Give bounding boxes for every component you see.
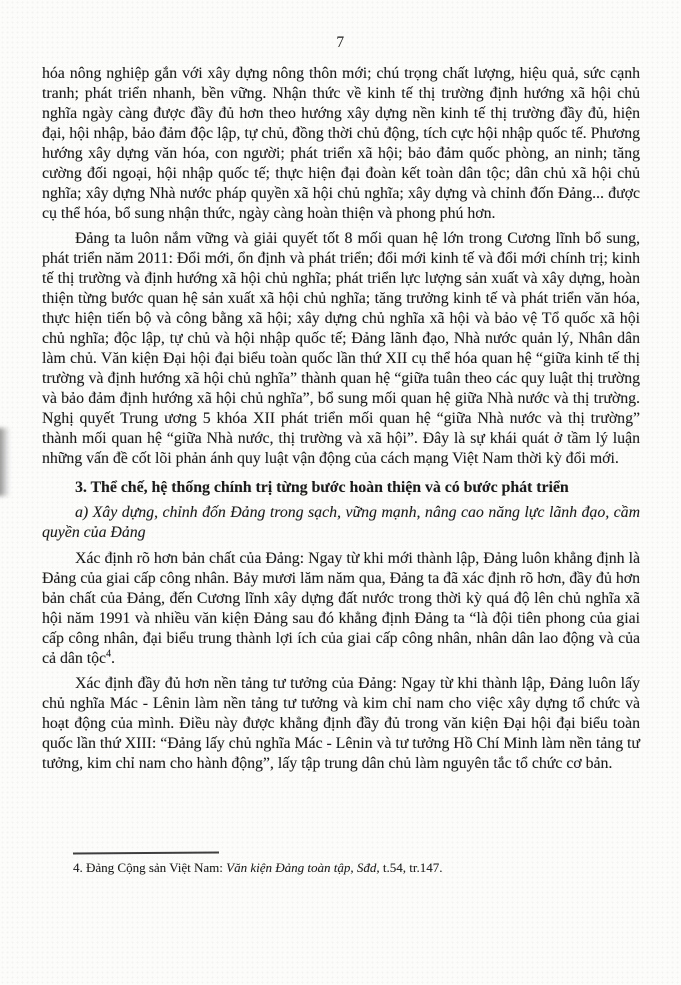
paragraph-party-nature [42, 549, 640, 669]
paragraph-ideological-foundation: Xác định đầy đủ hơn nền tảng tư tưởng của Đảng: Ngay từ khi thành lập, Đảng luôn lấy chủ nghĩa Mác - Lênin làm nền tảng tư tưởng và kim chỉ nam cho việc xây dựng tổ chức và hoạt động của mình. Điều này được khẳng định đầy đủ trong văn kiện Đại hội đại biểu toàn quốc lần thứ XIII: “Đảng lấy chủ nghĩa Mác - Lênin và tư tưởng Hồ Chí Minh làm nền tảng tư tưởng, kim chỉ nam cho hành động”, lấy tập trung dân chủ làm nguyên tắc tổ chức cơ bản. [42, 675, 640, 772]
paragraph-economy-directions: hóa nông nghiệp gắn với xây dựng nông thôn mới; chú trọng chất lượng, hiệu quả, sức cạnh tranh; phát triển nhanh, bền vững. Nhận thức về kinh tế thị trường định hướng xã hội chủ nghĩa ngày càng được đầy đủ hơn theo hướng xây dựng nền kinh tế thị trường đầy đủ, hiện đại, hội nhập, bảo đảm độc lập, tự chủ, đồng thời chủ động, tích cực hội nhập quốc tế. Phương hướng xây dựng văn hóa, con người; phát triển xã hội; bảo đảm quốc phòng, an ninh; tăng cường đối ngoại, hội nhập quốc tế; thực hiện đại đoàn kết toàn dân tộc; dân chủ xã hội chủ nghĩa; xây dựng Nhà nước pháp quyền xã hội chủ nghĩa; xây dựng và chỉnh đốn Đảng... được cụ thể hóa, bổ sung nhận thức, ngày càng hoàn thiện và phong phú hơn. [42, 65, 640, 222]
paragraph-text: Xác định rõ hơn bản chất của Đảng: Ngay từ khi mới thành lập, Đảng luôn khẳng định là Đảng của giai cấp công nhân. Bảy mươi lăm năm qua, Đảng ta đã xác định rõ hơn, đầy đủ hơn bản chất của Đảng, đến Cương lĩnh xây dựng đất nước trong thời kỳ quá độ lên chủ nghĩa xã hội năm 1991 và nhiều văn kiện Đảng sau đó khẳng định Đảng ta “là đội tiên phong của giai cấp công nhân, đại biểu trung thành lợi ích của giai cấp công nhân, nhân dân lao động và của cả dân tộc [42, 550, 640, 667]
footnote-pages: t.54, tr.147. [379, 860, 443, 875]
footnote [73, 860, 640, 876]
footnote-reference: 4 [106, 648, 112, 660]
page-content [42, 64, 640, 774]
section-heading: 3. Thể chế, hệ thống chính trị từng bước hoàn thiện và có bước phát triển [75, 479, 569, 496]
footnote-divider [73, 851, 219, 854]
subsection-heading: a) Xây dựng, chỉnh đốn Đảng trong sạch, vững mạnh, nâng cao năng lực lãnh đạo, cầm quyền của Đảng [42, 504, 640, 541]
footnote-work-title: Văn kiện Đảng toàn tập, Sđd, [226, 860, 380, 875]
page-header [0, 0, 681, 52]
footnote-citation: 4. Đảng Cộng sản Việt Nam: [73, 860, 227, 875]
scan-smudge [0, 428, 10, 496]
paragraph-text-end: . [111, 650, 115, 667]
footnote-area [42, 852, 640, 876]
page-number: 7 [336, 34, 345, 51]
paragraph-eight-relationships: Đảng ta luôn nắm vững và giải quyết tốt 8 mối quan hệ lớn trong Cương lĩnh bổ sung, phát triển năm 2011: Đổi mới, ổn định và phát triển; đổi mới kinh tế và đổi mới chính trị; kinh tế thị trường và định hướng xã hội chủ nghĩa; phát triển lực lượng sản xuất và xây dựng, hoàn thiện từng bước quan hệ sản xuất xã hội chủ nghĩa; tăng trưởng kinh tế và phát triển văn hóa, thực hiện tiến bộ và công bằng xã hội; xây dựng chủ nghĩa xã hội và bảo vệ Tổ quốc xã hội chủ nghĩa; độc lập, tự chủ và hội nhập quốc tế; Đảng lãnh đạo, Nhà nước quản lý, Nhân dân làm chủ. Văn kiện Đại hội đại biểu toàn quốc lần thứ XII cụ thể hóa quan hệ “giữa kinh tế thị trường và định hướng xã hội chủ nghĩa” thành quan hệ “giữa tuân theo các quy luật thị trường và bảo đảm định hướng xã hội chủ nghĩa”, bổ sung mối quan hệ giữa Nhà nước và thị trường. Nghị quyết Trung ương 5 khóa XII phát triển mối quan hệ “giữa Nhà nước và thị trường” thành mối quan hệ “giữa Nhà nước, thị trường và xã hội”. Đây là sự khái quát ở tầm lý luận những vấn đề cốt lõi phản ánh quy luật vận động của cách mạng Việt Nam thời kỳ đổi mới. [42, 230, 640, 467]
